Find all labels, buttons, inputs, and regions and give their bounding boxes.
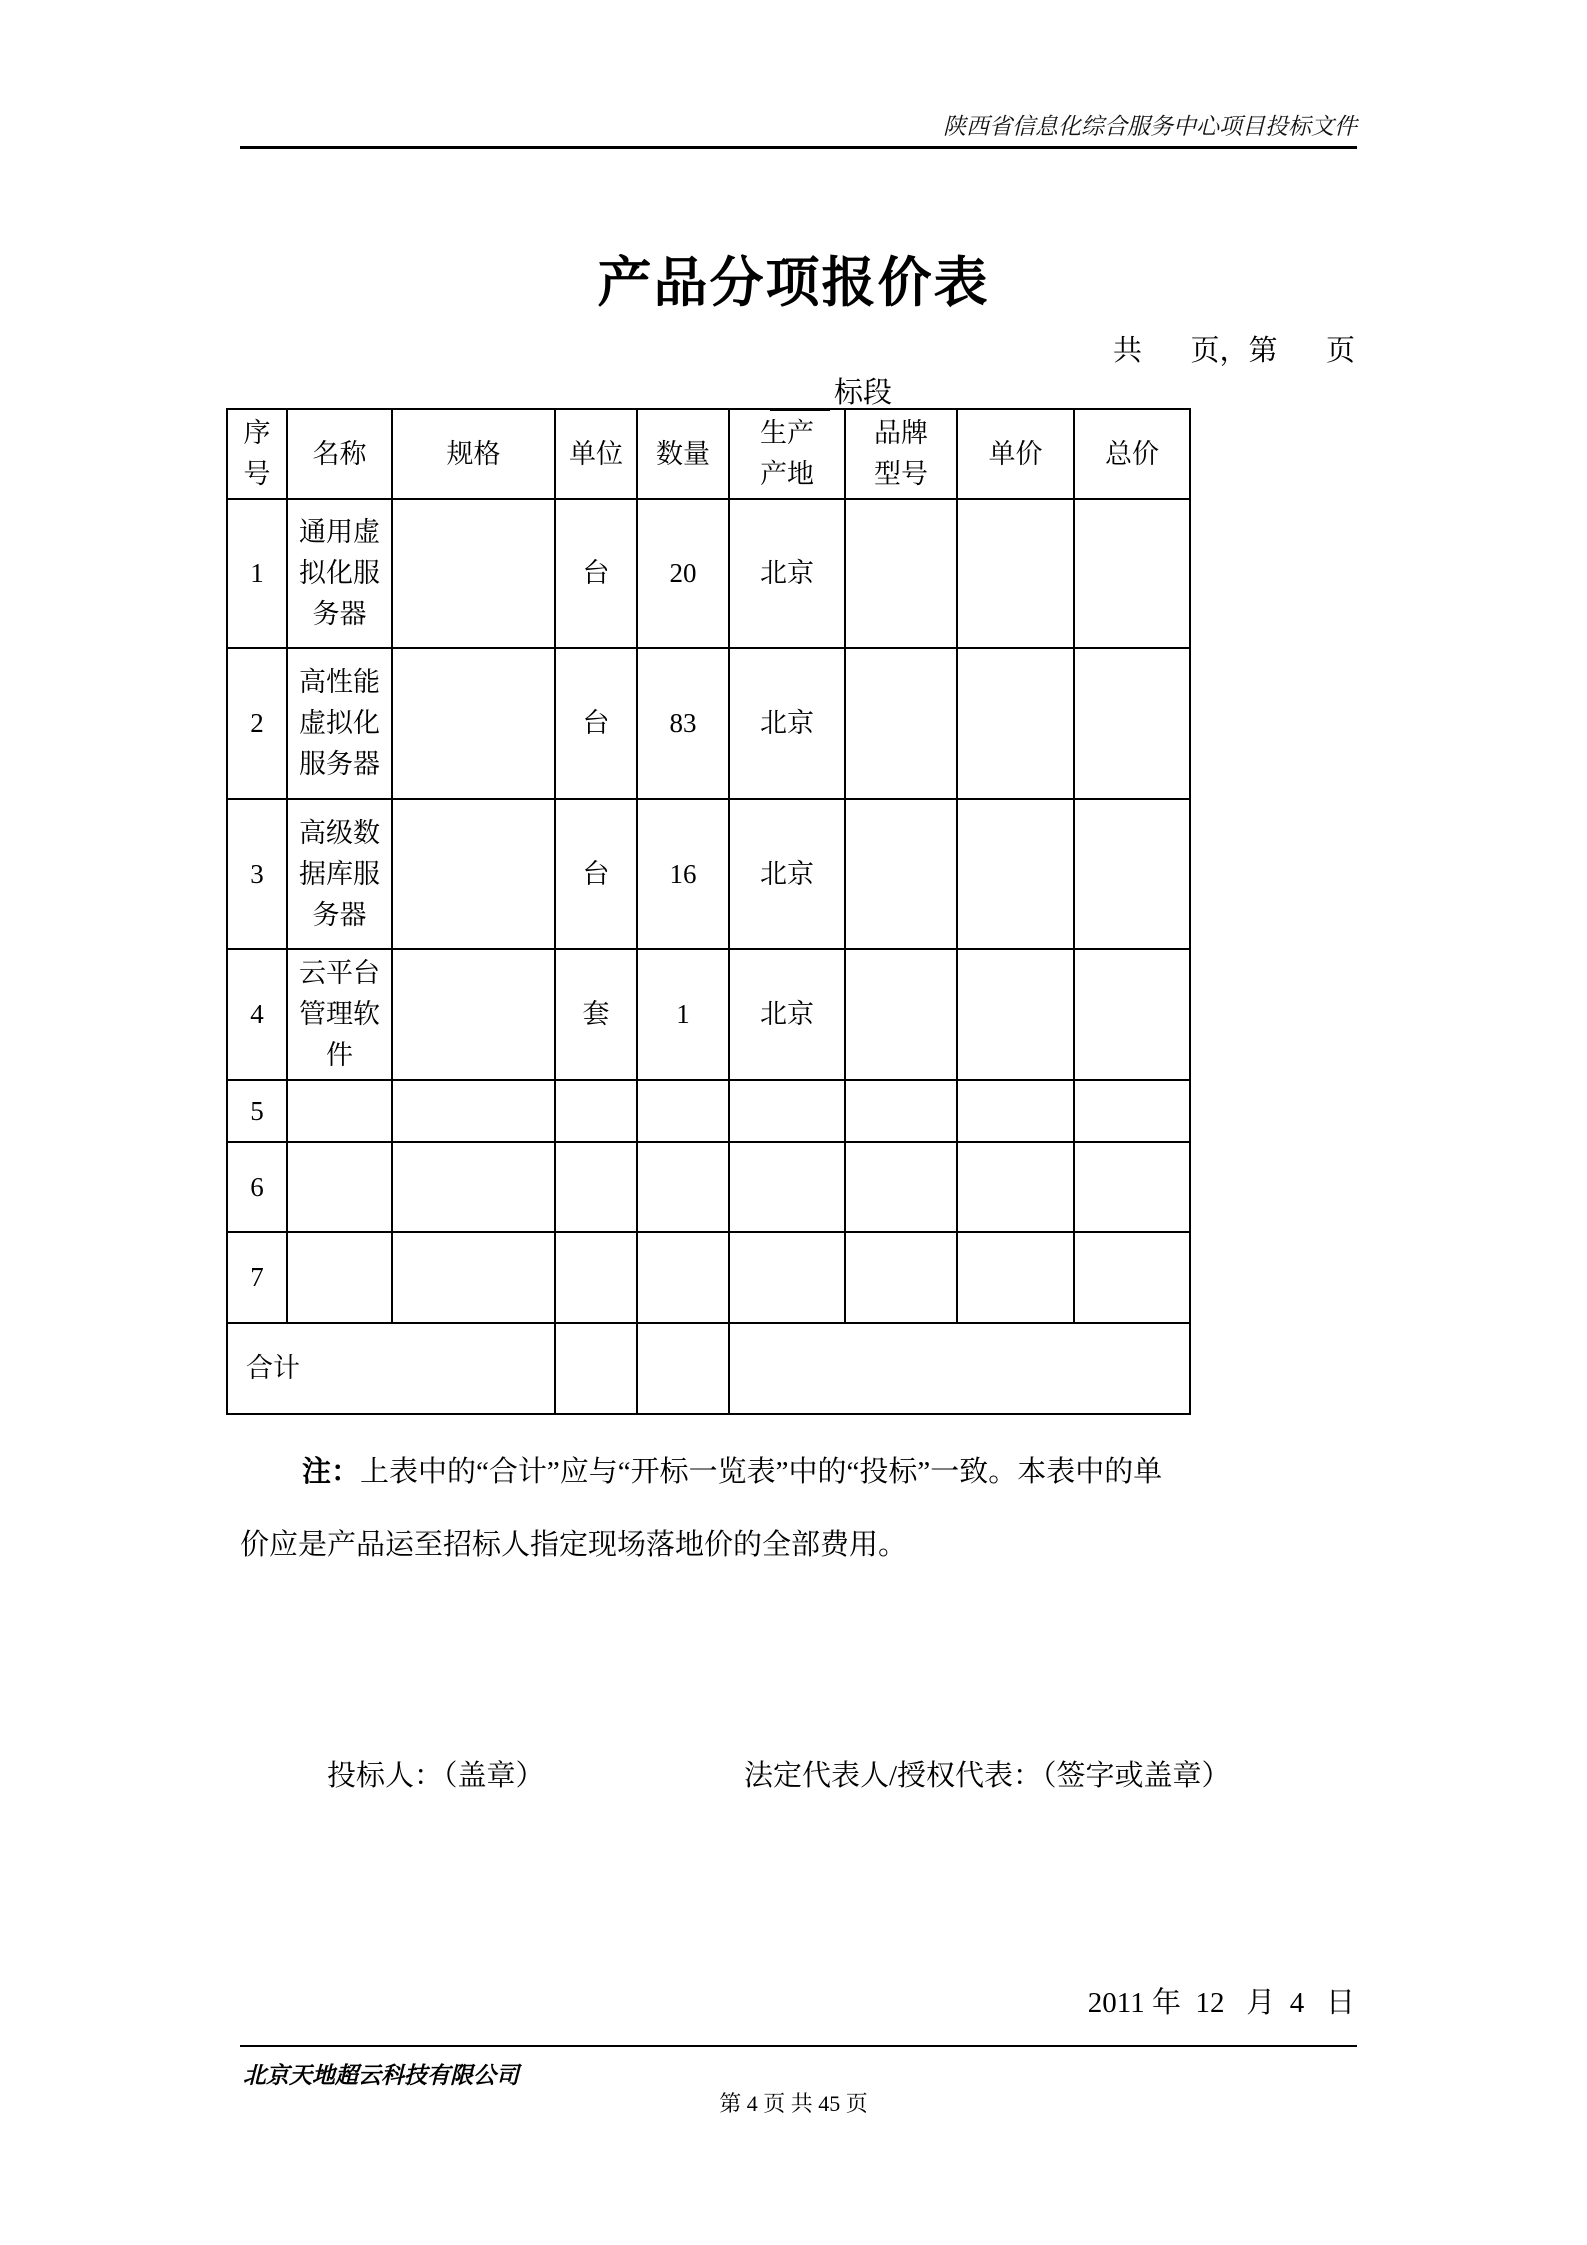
bidder-signature-label: 投标人：（盖章） bbox=[327, 1760, 545, 1792]
cell-brand bbox=[845, 1142, 957, 1232]
col-header-brand: 品牌 型号 bbox=[845, 409, 957, 499]
page-current: 4 bbox=[746, 2091, 758, 2116]
cell-unit-price bbox=[957, 949, 1074, 1080]
cell-spec bbox=[392, 949, 555, 1080]
cell-origin: 北京 bbox=[729, 799, 845, 949]
cell-brand bbox=[845, 1232, 957, 1323]
cell-no: 5 bbox=[227, 1080, 287, 1142]
page-total: 45 bbox=[818, 2091, 841, 2116]
cell-origin: 北京 bbox=[729, 499, 845, 648]
cell-origin bbox=[729, 1232, 845, 1323]
date-year: 2011 bbox=[1087, 1987, 1145, 2019]
cell-brand bbox=[845, 1080, 957, 1142]
cell-qty bbox=[637, 1080, 729, 1142]
signing-date: 2011 年 12 月 4 日 bbox=[1087, 1987, 1355, 2019]
table-row bbox=[227, 1080, 1190, 1142]
cell-brand bbox=[845, 648, 957, 799]
cell-origin: 北京 bbox=[729, 949, 845, 1080]
note-line-1 bbox=[240, 1452, 1357, 1492]
cell-unit: 套 bbox=[555, 949, 637, 1080]
table-total-row bbox=[227, 1323, 1190, 1414]
cell-spec bbox=[392, 499, 555, 648]
representative-signature-label: 法定代表人/授权代表：（签字或盖章） bbox=[744, 1760, 1231, 1792]
cell-unit: 台 bbox=[555, 648, 637, 799]
col-header-no: 序 号 bbox=[227, 409, 287, 499]
cell-name: 高性能 虚拟化 服务器 bbox=[287, 648, 392, 799]
cell-unit-price bbox=[957, 1080, 1074, 1142]
page-title: 产品分项报价表 bbox=[597, 251, 990, 314]
cell-unit-price bbox=[957, 799, 1074, 949]
total-label: 合计 bbox=[227, 1323, 555, 1414]
cell-no: 3 bbox=[227, 799, 287, 949]
cell-qty bbox=[637, 1232, 729, 1323]
cell-unit: 台 bbox=[555, 799, 637, 949]
col-header-qty: 数量 bbox=[637, 409, 729, 499]
cell-no: 7 bbox=[227, 1232, 287, 1323]
cell-total-price bbox=[1074, 648, 1190, 799]
col-header-total-price: 总价 bbox=[1074, 409, 1190, 499]
page-info-total-label: 共 bbox=[1112, 335, 1142, 367]
total-unit-cell bbox=[555, 1323, 637, 1414]
cell-no: 6 bbox=[227, 1142, 287, 1232]
table-row bbox=[227, 1142, 1190, 1232]
col-header-origin: 生产 产地 bbox=[729, 409, 845, 499]
note-label: 注： bbox=[302, 1456, 361, 1488]
cell-qty: 20 bbox=[637, 499, 729, 648]
table-row bbox=[227, 648, 1190, 799]
running-header: 陕西省信息化综合服务中心项目投标文件 bbox=[943, 113, 1357, 139]
cell-unit bbox=[555, 1142, 637, 1232]
cell-qty: 83 bbox=[637, 648, 729, 799]
total-qty-cell bbox=[637, 1323, 729, 1414]
col-header-spec: 规格 bbox=[392, 409, 555, 499]
cell-unit-price bbox=[957, 499, 1074, 648]
cell-unit: 台 bbox=[555, 499, 637, 648]
cell-spec bbox=[392, 1142, 555, 1232]
cell-name: 云平台 管理软 件 bbox=[287, 949, 392, 1080]
table-row bbox=[227, 949, 1190, 1080]
col-header-unit: 单位 bbox=[555, 409, 637, 499]
cell-spec bbox=[392, 648, 555, 799]
footer-company: 北京天地超云科技有限公司 bbox=[243, 2062, 519, 2088]
cell-name: 高级数 据库服 务器 bbox=[287, 799, 392, 949]
cell-unit-price bbox=[957, 648, 1074, 799]
cell-name: 通用虚 拟化服 务器 bbox=[287, 499, 392, 648]
col-header-unit-price: 单价 bbox=[957, 409, 1074, 499]
cell-qty bbox=[637, 1142, 729, 1232]
date-day: 4 bbox=[1289, 1987, 1305, 2019]
cell-total-price bbox=[1074, 1142, 1190, 1232]
cell-unit bbox=[555, 1232, 637, 1323]
cell-origin: 北京 bbox=[729, 648, 845, 799]
total-amount-cell bbox=[729, 1323, 1190, 1414]
cell-qty: 1 bbox=[637, 949, 729, 1080]
section-blank-field[interactable] bbox=[770, 379, 830, 411]
section-line bbox=[770, 370, 892, 411]
cell-no: 2 bbox=[227, 648, 287, 799]
col-header-name: 名称 bbox=[287, 409, 392, 499]
quote-table bbox=[226, 408, 1191, 1415]
cell-unit-price bbox=[957, 1142, 1074, 1232]
cell-unit bbox=[555, 1080, 637, 1142]
cell-name bbox=[287, 1232, 392, 1323]
cell-no: 4 bbox=[227, 949, 287, 1080]
footer-rule bbox=[240, 2045, 1357, 2047]
cell-total-price bbox=[1074, 799, 1190, 949]
page-info bbox=[1113, 328, 1355, 369]
cell-brand bbox=[845, 949, 957, 1080]
cell-no: 1 bbox=[227, 499, 287, 648]
header-rule bbox=[240, 146, 1357, 149]
cell-origin bbox=[729, 1080, 845, 1142]
table-row bbox=[227, 499, 1190, 648]
table-header-row bbox=[227, 409, 1190, 499]
cell-spec bbox=[392, 799, 555, 949]
cell-qty: 16 bbox=[637, 799, 729, 949]
note-line-2: 价应是产品运至招标人指定现场落地价的全部费用。 bbox=[240, 1529, 908, 1561]
cell-name bbox=[287, 1080, 392, 1142]
cell-spec bbox=[392, 1232, 555, 1323]
table-row bbox=[227, 1232, 1190, 1323]
page-info-page-label: 页 bbox=[1325, 335, 1355, 367]
cell-name bbox=[287, 1142, 392, 1232]
cell-unit-price bbox=[957, 1232, 1074, 1323]
page-info-current-label: 页，第 bbox=[1190, 335, 1278, 367]
date-month: 12 bbox=[1195, 1987, 1225, 2019]
footer-page-number: 第 4 页 共 45 页 bbox=[719, 2091, 868, 2116]
cell-spec bbox=[392, 1080, 555, 1142]
cell-brand bbox=[845, 499, 957, 648]
section-label: 标段 bbox=[834, 377, 893, 409]
cell-origin bbox=[729, 1142, 845, 1232]
note-text-1: 上表中的“合计”应与“开标一览表”中的“投标”一致。本表中的单 bbox=[360, 1456, 1163, 1488]
cell-total-price bbox=[1074, 1232, 1190, 1323]
cell-total-price bbox=[1074, 949, 1190, 1080]
cell-total-price bbox=[1074, 1080, 1190, 1142]
table-row bbox=[227, 799, 1190, 949]
cell-total-price bbox=[1074, 499, 1190, 648]
cell-brand bbox=[845, 799, 957, 949]
